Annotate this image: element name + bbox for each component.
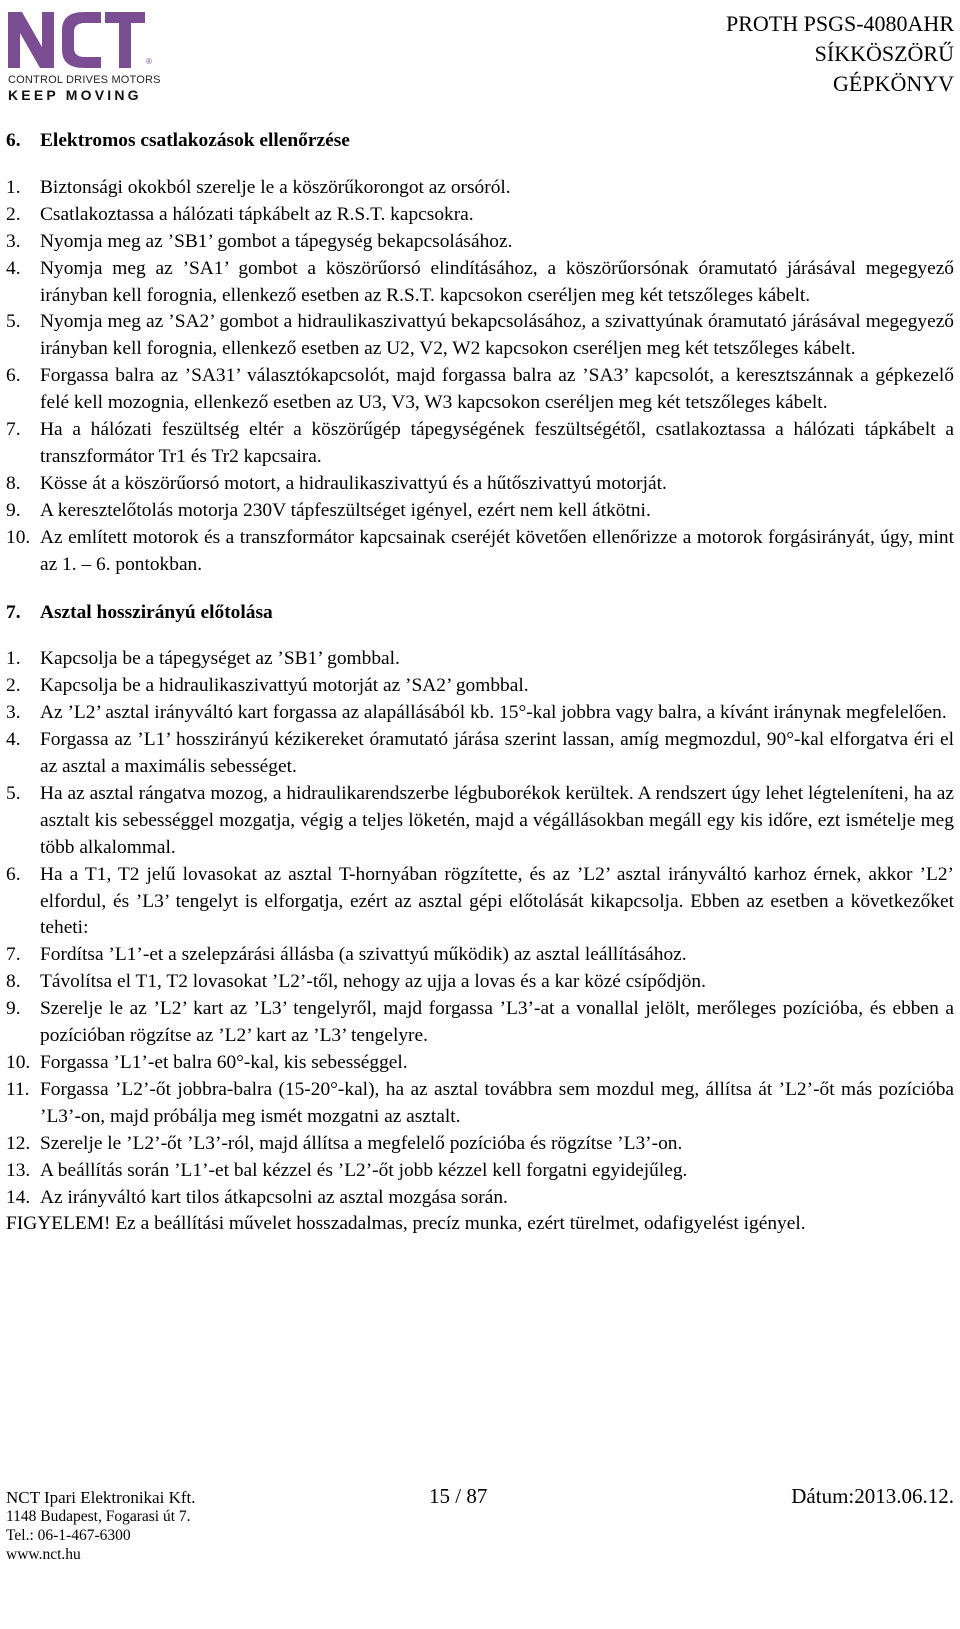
list-item [6, 942, 954, 969]
section-6-list [6, 175, 954, 579]
list-item [6, 417, 954, 471]
item-text: Az említett motorok és a transzformátor kapcsainak cseréjét követően ellenőrizze a motorok forgásirányát, úgy, mint az 1. – 6. pontokban. [40, 526, 954, 575]
list-item [6, 781, 954, 862]
item-text: Forgassa ’L1’-et balra 60°-kal, kis sebességgel. [40, 1052, 408, 1073]
footer-company-info [6, 1488, 195, 1564]
item-text: Szerelje le ’L2’-őt ’L3’-ról, majd állítsa a megfelelő pozícióba és rögzítse ’L3’-on. [40, 1132, 683, 1154]
item-number: 1. [6, 176, 21, 198]
item-number: 5. [6, 782, 21, 804]
header-title-line: PROTH PSGS-4080AHR [726, 11, 954, 36]
item-text: Kösse át a köszörűorsó motort, a hidraulikaszivattyú és a hűtőszivattyú motorját. [40, 472, 667, 494]
list-item [6, 862, 954, 943]
nct-logo-icon [6, 6, 156, 72]
list-item [6, 727, 954, 781]
list-item [6, 1158, 954, 1185]
item-number: 13. [6, 1159, 31, 1181]
section-title: Asztal hosszirányú előtolása [40, 601, 273, 623]
section-title: Elektromos csatlakozások ellenőrzése [40, 130, 350, 151]
document-date: Dátum:2013.06.12. [791, 1484, 954, 1508]
list-item [6, 498, 954, 525]
item-text: Távolítsa el T1, T2 lovasokat ’L2’-től, nehogy az ujja a lovas és a kar közé csípődjön. [40, 971, 706, 993]
list-item [6, 969, 954, 996]
item-text: Csatlakoztassa a hálózati tápkábelt az R.S.T. kapcsokra. [40, 203, 474, 225]
item-text: Az irányváltó kart tilos átkapcsolni az asztal mozgása során. [40, 1186, 508, 1208]
section-number: 6. [6, 130, 21, 151]
item-text: A keresztelőtolás motorja 230V tápfeszültséget igényel, ezért nem kell átkötni. [40, 499, 651, 521]
item-number: 14. [6, 1186, 31, 1208]
section-number: 7. [6, 601, 21, 623]
logo-tagline: CONTROL DRIVES MOTORS [8, 74, 161, 86]
item-text: A beállítás során ’L1’-et bal kézzel és ’L2’-őt jobb kézzel kell forgatni egyidejűleg. [40, 1159, 688, 1181]
list-item [6, 175, 954, 202]
list-item [6, 673, 954, 700]
item-number: 6. [6, 365, 21, 387]
header-title-line: SÍKKÖSZÖRŰ [814, 41, 954, 66]
footer-company: NCT Ipari Elektronikai Kft. [6, 1488, 196, 1507]
item-number: 1. [6, 648, 21, 670]
svg-text:®: ® [146, 57, 152, 66]
item-number: 9. [6, 499, 21, 521]
item-number: 4. [6, 729, 21, 751]
footer-website: www.nct.hu [6, 1546, 81, 1563]
item-text: Nyomja meg az ’SA2’ gombot a hidraulikaszivattyú bekapcsolásához, a szivattyúnak óramutató járásával megegyező irányban kell forognia, ellenkező esetben az U2, V2, W2 kapcsokon cseréljen meg két tetszőleges kábelt. [40, 311, 954, 360]
item-text: Nyomja meg az ’SA1’ gombot a köszörűorsó elindításához, a köszörűorsónak óramutató járásával megegyező irányban kell forognia, ellenkező esetben az R.S.T. kapcsokon cseréljen meg két tetszőleges kábelt. [40, 257, 954, 306]
document-body [6, 128, 954, 1238]
logo-slogan: KEEP MOVING [8, 87, 142, 103]
section-7-heading [6, 600, 954, 627]
item-text: Forgassa az ’L1’ hosszirányú kézikereket óramutató járása szerint lassan, amíg megmozdul, 90°-kal elforgatva éri el az asztal a maximális sebességet. [40, 729, 954, 778]
document-footer [6, 1484, 954, 1628]
item-text: Kapcsolja be a hidraulikaszivattyú motorját az ’SA2’ gombbal. [40, 675, 529, 697]
list-item [6, 1185, 954, 1212]
section-7-list [6, 646, 954, 1211]
list-item [6, 525, 954, 579]
item-number: 5. [6, 311, 21, 333]
list-item [6, 700, 954, 727]
list-item [6, 363, 954, 417]
item-text: Szerelje le az ’L2’ kart az ’L3’ tengelyről, majd forgassa ’L3’-at a vonallal jelölt, merőleges pozícióba, és ebben a pozícióban rögzítse az ’L2’ kart az ’L3’ tengelyre. [40, 998, 954, 1047]
document-header-title [726, 9, 954, 99]
item-text: Forgassa ’L2’-őt jobbra-balra (15-20°-kal), ha az asztal továbbra sem mozdul meg, állítsa át ’L2’-őt más pozícióba ’L3’-on, majd próbálja meg ismét mozgatni az asztalt. [40, 1078, 954, 1127]
list-item [6, 1131, 954, 1158]
list-item [6, 202, 954, 229]
header-title-line: GÉPKÖNYV [833, 71, 954, 96]
item-number: 11. [6, 1078, 30, 1100]
item-text: Forgassa balra az ’SA31’ választókapcsolót, majd forgassa balra az ’SA3’ kapcsolót, a keresztszánnak a gépkezelő felé kell mozognia, ellenkező esetben az U3, V3, W3 kapcsokon cseréljen meg két tetszőleges kábelt. [40, 365, 954, 414]
item-text: Biztonsági okokból szerelje le a köszörűkorongot az orsóról. [40, 176, 511, 198]
item-number: 10. [6, 1052, 31, 1073]
item-number: 2. [6, 675, 21, 697]
item-number: 6. [6, 863, 21, 885]
page-number: 15 / 87 [429, 1484, 488, 1508]
item-number: 4. [6, 257, 21, 279]
item-text: Ha a T1, T2 jelű lovasokat az asztal T-hornyában rögzítette, és az ’L2’ asztal irányváltó karhoz érnek, akkor ’L2’ elfordul, és ’L3’ tengelyt is elforgatja, ezért az asztal gépi előtolását kikapcsolja. Ebben az esetben a következőket teheti: [40, 863, 954, 939]
list-item [6, 1077, 954, 1131]
footer-phone: Tel.: 06-1-467-6300 [6, 1527, 131, 1544]
item-number: 8. [6, 472, 21, 494]
item-number: 12. [6, 1132, 31, 1154]
item-number: 9. [6, 998, 21, 1020]
item-number: 3. [6, 702, 21, 724]
item-text: Fordítsa ’L1’-et a szelepzárási állásba (a szivattyú működik) az asztal leállításához. [40, 944, 687, 966]
list-item [6, 309, 954, 363]
item-text: Az ’L2’ asztal irányváltó kart forgassa az alapállásából kb. 15°-kal jobbra vagy balra, a kívánt iránynak megfelelően. [40, 702, 947, 724]
list-item [6, 229, 954, 256]
item-number: 7. [6, 944, 21, 966]
footer-address: 1148 Budapest, Fogarasi út 7. [6, 1508, 191, 1525]
item-number: 8. [6, 971, 21, 993]
item-text: Kapcsolja be a tápegységet az ’SB1’ gombbal. [40, 648, 400, 670]
item-number: 2. [6, 203, 21, 225]
item-text: Ha az asztal rángatva mozog, a hidraulikarendszerbe légbuborékok kerültek. A rendszert úgy lehet légteleníteni, ha az asztalt kis sebességgel mozgatja, végig a teljes löketén, majd a végállásokban megáll egy kis időre, ezt ismételje meg több alkalommal. [40, 782, 954, 858]
item-text: Nyomja meg az ’SB1’ gombot a tápegység bekapcsolásához. [40, 230, 513, 252]
section-6-heading [6, 128, 954, 155]
list-item [6, 256, 954, 310]
list-item [6, 1050, 954, 1077]
list-item [6, 646, 954, 673]
company-logo [6, 6, 161, 103]
list-item [6, 471, 954, 498]
warning-note: FIGYELEM! Ez a beállítási művelet hosszadalmas, precíz munka, ezért türelmet, odafigyelést igényel. [6, 1213, 806, 1235]
list-item [6, 996, 954, 1050]
item-number: 7. [6, 419, 21, 441]
item-number: 3. [6, 230, 21, 252]
item-number: 10. [6, 526, 31, 548]
item-text: Ha a hálózati feszültség eltér a köszörűgép tápegységének feszültségétől, csatlakoztassa a hálózati tápkábelt a transzformátor Tr1 és Tr2 kapcsaira. [40, 419, 954, 467]
